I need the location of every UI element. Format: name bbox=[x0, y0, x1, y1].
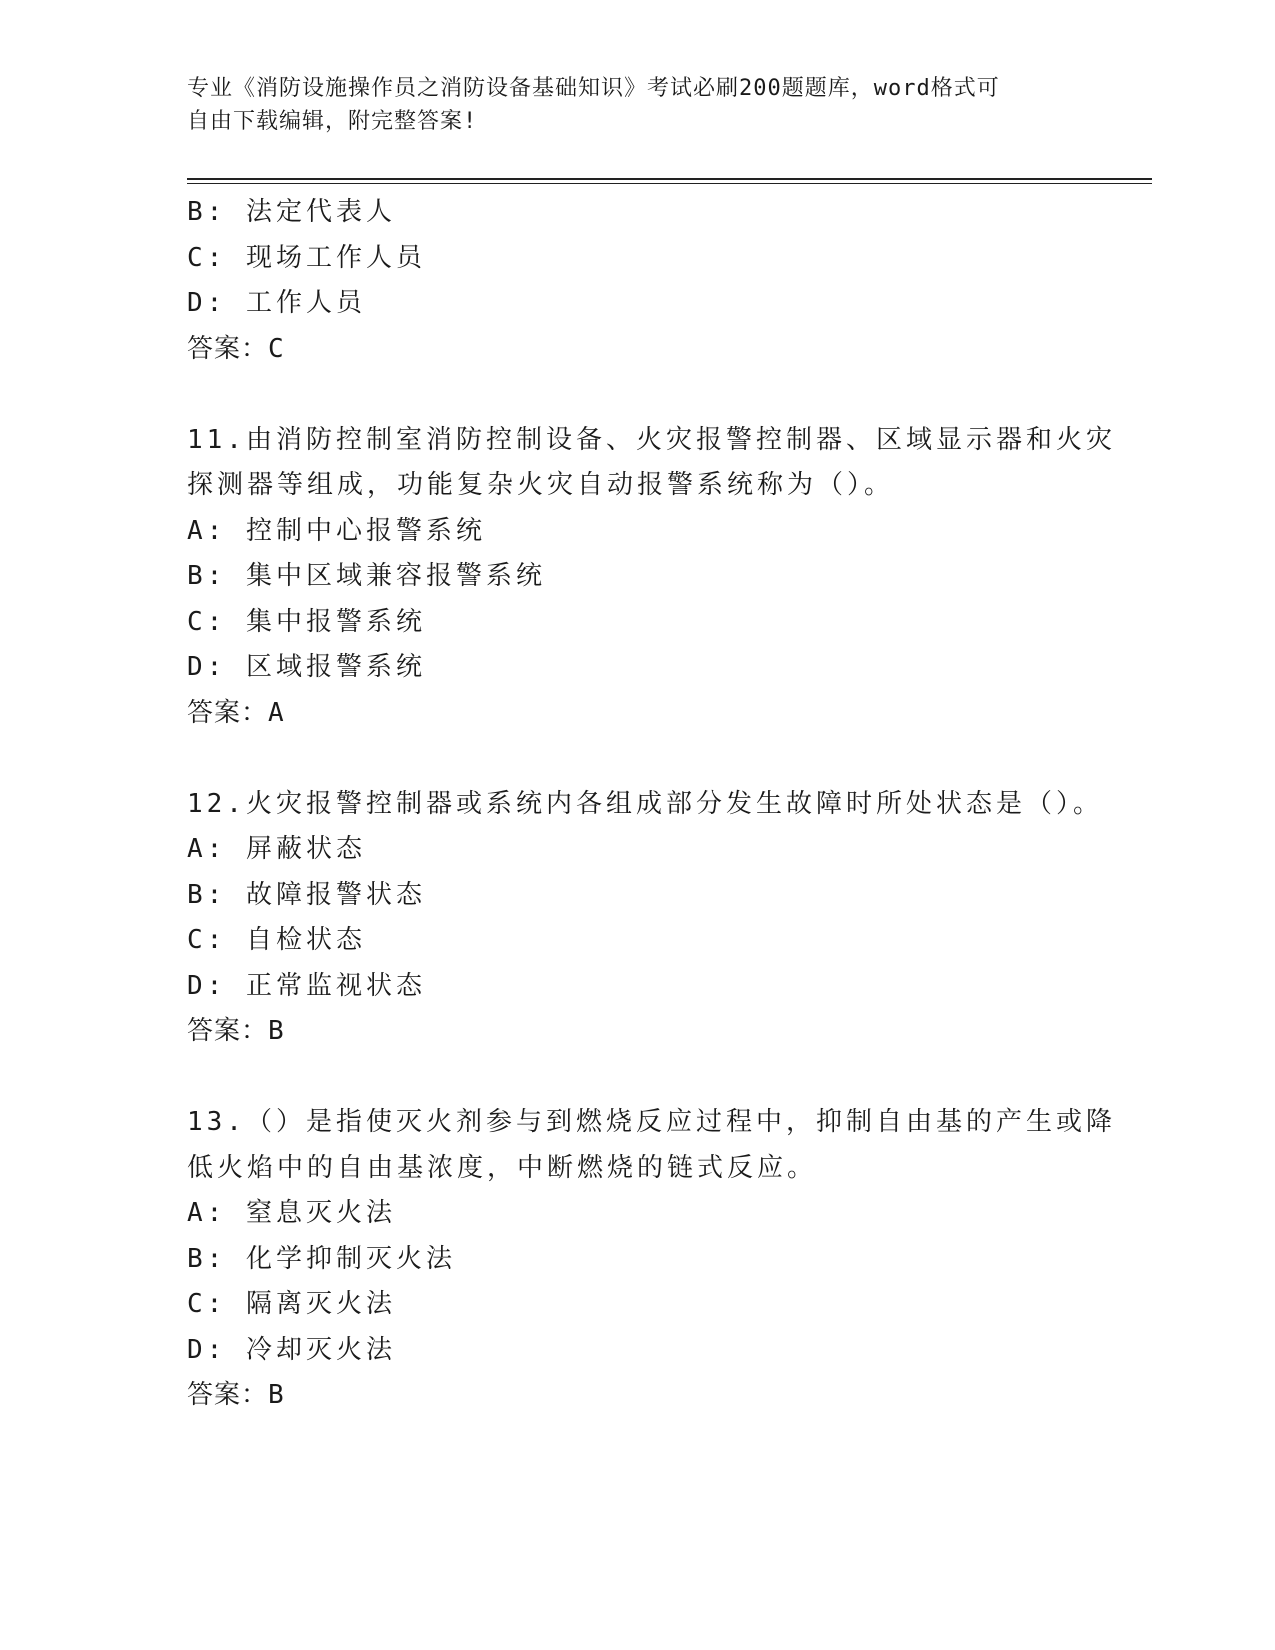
option-b: B: 集中区域兼容报警系统 bbox=[187, 561, 546, 591]
question-list bbox=[187, 190, 1116, 1419]
answer-line: 答案：B bbox=[187, 1380, 285, 1410]
answer-line: 答案：C bbox=[187, 333, 285, 364]
option-a: A: 控制中心报警系统 bbox=[187, 515, 486, 546]
option-b: B: 化学抑制灭火法 bbox=[187, 1243, 456, 1274]
header-rule-thin bbox=[187, 183, 1152, 184]
question-block-10 bbox=[187, 190, 1087, 372]
option-a: A: 窒息灭火法 bbox=[187, 1198, 396, 1228]
question-text-line-1: 12.火灾报警控制器或系统内各组成部分发生故障时所处状态是（）。 bbox=[187, 788, 1103, 819]
question-block-13 bbox=[187, 1100, 1116, 1419]
document-header bbox=[187, 72, 1067, 138]
option-d: D: 冷却灭火法 bbox=[187, 1334, 396, 1365]
header-line-1: 专业《消防设施操作员之消防设备基础知识》考试必刷200题题库，word格式可 bbox=[187, 76, 1000, 101]
option-b: B: 故障报警状态 bbox=[187, 879, 426, 910]
option-d: D: 正常监视状态 bbox=[187, 970, 426, 1001]
option-a: A: 屏蔽状态 bbox=[187, 834, 366, 864]
header-rule-thick bbox=[187, 178, 1152, 180]
header-line-2: 自由下载编辑，附完整答案! bbox=[187, 109, 478, 134]
question-text-line-2: 探测器等组成，功能复杂火灾自动报警系统称为（）。 bbox=[187, 470, 895, 500]
option-c: C: 现场工作人员 bbox=[187, 242, 426, 273]
question-text-line-1: 13.（）是指使灭火剂参与到燃烧反应过程中，抑制自由基的产生或降 bbox=[187, 1107, 1116, 1137]
option-b: B: 法定代表人 bbox=[187, 197, 396, 227]
option-c: C: 集中报警系统 bbox=[187, 606, 426, 637]
spacer bbox=[187, 372, 1087, 418]
question-text-line-1: 11.由消防控制室消防控制设备、火灾报警控制器、区域显示器和火灾 bbox=[187, 424, 1116, 455]
question-text-line-2: 低火焰中的自由基浓度，中断燃烧的链式反应。 bbox=[187, 1152, 818, 1183]
answer-line: 答案：A bbox=[187, 697, 285, 728]
spacer bbox=[187, 736, 1087, 782]
option-c: C: 自检状态 bbox=[187, 925, 366, 955]
option-d: D: 区域报警系统 bbox=[187, 652, 426, 682]
question-block-11 bbox=[187, 418, 1116, 737]
spacer bbox=[187, 1055, 1087, 1101]
option-d: D: 工作人员 bbox=[187, 288, 366, 318]
answer-line: 答案：B bbox=[187, 1016, 285, 1046]
question-block-12 bbox=[187, 782, 1103, 1055]
option-c: C: 隔离灭火法 bbox=[187, 1289, 396, 1319]
